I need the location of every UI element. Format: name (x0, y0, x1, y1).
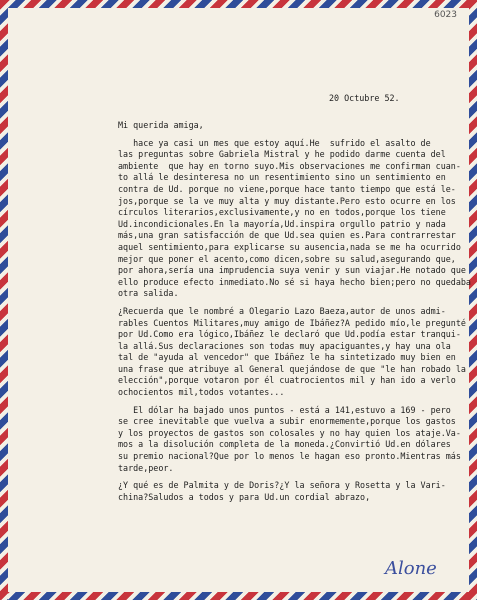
airmail-border-left (0, 0, 8, 600)
letter-line: una frase que atribuye al General quejándose de que "le han robado la (118, 363, 466, 374)
letter-line: mos a la disolución completa de la moneda.¿Convirtió Ud.en dólares (118, 439, 451, 450)
letter-line: tal de "ayuda al vencedor" que Ibáñez le ha sintetizado muy bien en (118, 352, 456, 363)
salutation: Mi querida amiga, (118, 120, 204, 130)
archive-number: 6023 (434, 10, 457, 20)
letter-line: rables Cuentos Militares,muy amigo de Ibáñez?A pedido mío,le pregunté (118, 317, 466, 328)
letter-line: aquel sentimiento,para explicarse su ausencia,nada se me ha ocurrido (118, 241, 461, 252)
letter-line: la allá.Sus declaraciones son todas muy apaciguantes,y hay una ola (118, 340, 451, 351)
letter-line: ¿Y qué es de Palmita y de Doris?¿Y la señora y Rosetta y la Vari- (118, 480, 446, 491)
letter-line: Ud.incondicionales.En la mayoría,Ud.inspira orgullo patrio y nada (118, 218, 446, 229)
letter-line: las preguntas sobre Gabriela Mistral y he podido darme cuenta del (118, 149, 446, 160)
letter-line: tarde,peor. (118, 462, 174, 473)
letter-line: china?Saludos a todos y para Ud.un cordial abrazo, (118, 491, 371, 502)
letter-line: ¿Recuerda que le nombré a Olegario Lazo Baeza,autor de unos admi- (118, 305, 446, 316)
letter-line: y los proyectos de gastos son colosales y no hay quien los ataje.Va- (118, 427, 461, 438)
handwritten-signature: Alone (385, 558, 437, 579)
letter-line: ello produce efecto inmediato.No sé si haya hecho bien;pero no quedaba (118, 276, 471, 287)
letter-line: más,una gran satisfacción de que Ud.sea quien es.Para contrarrestar (118, 230, 456, 241)
letter-line: su premio nacional?Que por lo menos le hagan eso pronto.Mientras más (118, 451, 461, 462)
letter-line: ambiente que hay en torno suyo.Mis observaciones me confirman cuan- (118, 160, 461, 171)
letter-line: jos,porque se la ve muy alta y muy distante.Pero esto ocurre en los (118, 195, 456, 206)
letter-line: elección",porque votaron por él cuatrocientos mil y han ido a verlo (118, 375, 456, 386)
letter-line: otra salida. (118, 288, 179, 299)
letter-line: se cree inevitable que vuelva a subir enormemente,porque los gastos (118, 416, 456, 427)
letter-line: círculos literarios,exclusivamente,y no en todos,porque los tiene (118, 207, 446, 218)
letter-line: mejor que poner el acento,como dicen,sobre su salud,asegurando que, (118, 253, 456, 264)
airmail-border-bottom (0, 592, 477, 600)
letter-line: to allá le desinteresa no un resentimiento sino un sentimiento en (118, 172, 446, 183)
letter-line: por ahora,sería una imprudencia suya venir y sun viajar.He notado que (118, 265, 466, 276)
letter-line: hace ya casi un mes que estoy aquí.He sufrido el asalto de (118, 137, 431, 148)
letter-body (118, 120, 473, 503)
letter-line: El dólar ha bajado unos puntos - está a 141,estuvo a 169 - pero (118, 404, 451, 415)
letter-line: por Ud.Como era lógico,Ibáñez le declaró que Ud.podía estar tranqui- (118, 329, 461, 340)
letter-date: 20 Octubre 52. (329, 93, 400, 103)
letter-line: contra de Ud. porque no viene,porque hace tanto tiempo que está le- (118, 183, 456, 194)
airmail-border-top (0, 0, 477, 8)
letter-line: ochocientos mil,todos votantes... (118, 387, 285, 398)
